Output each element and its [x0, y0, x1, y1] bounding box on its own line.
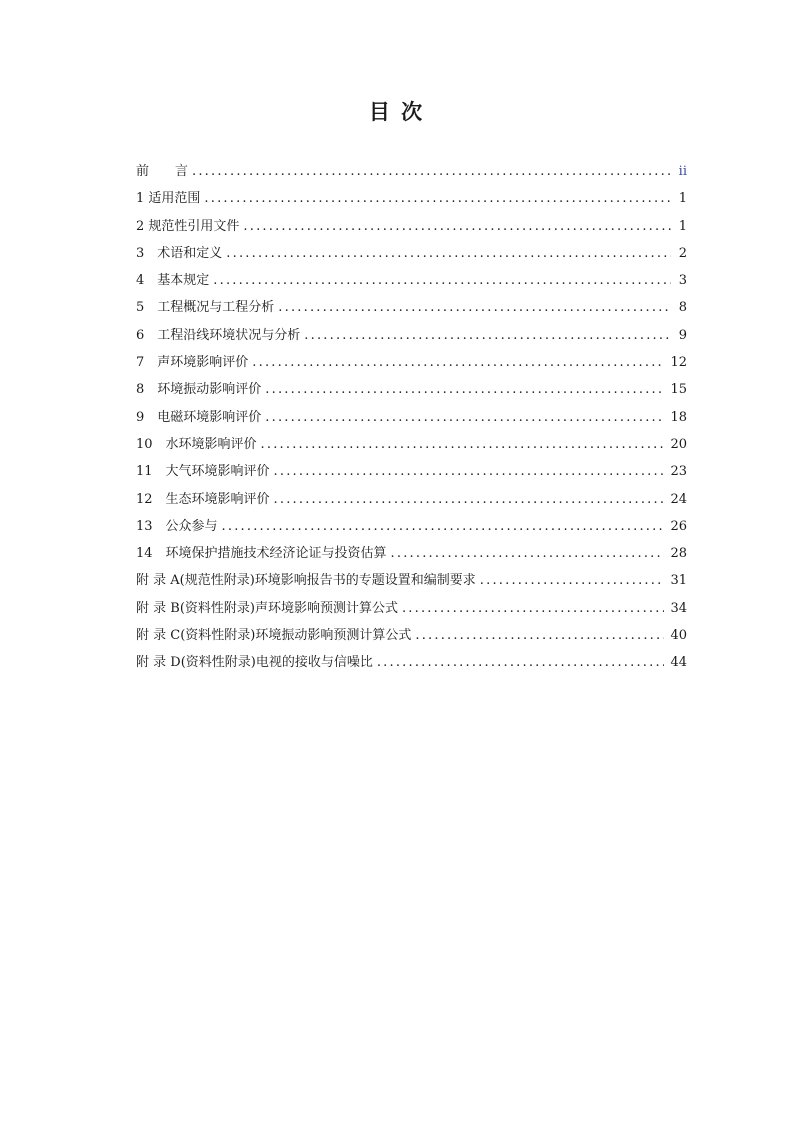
- toc-entry-label: 4 基本规定: [136, 273, 210, 289]
- toc-entry[interactable]: [136, 569, 687, 596]
- toc-leader-dots: [261, 437, 665, 452]
- toc-leader-dots: [213, 273, 671, 288]
- toc-entry-page: 1: [678, 218, 687, 234]
- toc-entry[interactable]: [136, 378, 687, 405]
- toc-entry[interactable]: [136, 324, 687, 351]
- toc-entry[interactable]: [136, 269, 687, 296]
- toc-entry-page: 28: [670, 546, 687, 562]
- toc-leader-dots: [226, 246, 671, 261]
- toc-entry[interactable]: [136, 542, 687, 569]
- toc-entry[interactable]: [136, 651, 687, 678]
- toc-entry[interactable]: [136, 488, 687, 515]
- toc-entry[interactable]: [136, 242, 687, 269]
- toc-leader-dots: [192, 164, 671, 179]
- toc-leader-dots: [265, 382, 664, 397]
- toc-entry-label: 7 声环境影响评价: [136, 355, 249, 371]
- toc-entry[interactable]: [136, 406, 687, 433]
- toc-entry-label: 8 环境振动影响评价: [136, 382, 262, 398]
- toc-leader-dots: [274, 464, 665, 479]
- toc-entry-label: 附 录 C(资料性附录)环境振动影响预测计算公式: [136, 628, 412, 644]
- toc-entry-page: 1: [678, 191, 687, 207]
- toc-leader-dots: [278, 300, 671, 315]
- toc-entry[interactable]: [136, 597, 687, 624]
- toc-entry-label: 附 录 A(规范性附录)环境影响报告书的专题设置和编制要求: [136, 573, 476, 589]
- toc-entry-label: 5 工程概况与工程分析: [136, 300, 275, 316]
- toc-entry-label: 附 录 B(资料性附录)声环境影响预测计算公式: [136, 600, 398, 616]
- toc-entry-label: 1 适用范围: [136, 191, 201, 207]
- toc-entry-page: 44: [670, 655, 687, 671]
- table-of-contents: [136, 160, 687, 679]
- toc-entry[interactable]: [136, 215, 687, 242]
- toc-leader-dots: [480, 573, 665, 588]
- toc-entry-page: 20: [670, 436, 687, 452]
- toc-entry-label: 12 生态环境影响评价: [136, 491, 270, 507]
- toc-entry-page: 23: [670, 464, 687, 480]
- toc-entry-page: 34: [670, 600, 687, 616]
- toc-entry-label: 附 录 D(资料性附录)电视的接收与信噪比: [136, 655, 373, 671]
- toc-entry-label: 13 公众参与: [136, 518, 218, 534]
- page-title: 目 次: [368, 100, 425, 124]
- toc-entry-page: 12: [670, 355, 687, 371]
- toc-entry-label: 3 术语和定义: [136, 245, 223, 261]
- toc-entry-label: 9 电磁环境影响评价: [136, 409, 262, 425]
- toc-leader-dots: [265, 410, 664, 425]
- toc-entry-page: 15: [670, 382, 687, 398]
- toc-entry-page: 9: [678, 327, 687, 343]
- toc-entry[interactable]: [136, 515, 687, 542]
- toc-entry-label: 前 言: [136, 164, 189, 179]
- toc-leader-dots: [402, 601, 664, 616]
- toc-leader-dots: [222, 519, 665, 534]
- toc-entry[interactable]: [136, 160, 687, 187]
- toc-leader-dots: [274, 492, 665, 507]
- toc-entry[interactable]: [136, 296, 687, 323]
- toc-entry-label: 10 水环境影响评价: [136, 436, 257, 452]
- toc-leader-dots: [304, 328, 671, 343]
- toc-entry[interactable]: [136, 624, 687, 651]
- toc-leader-dots: [204, 191, 671, 206]
- toc-entry-page: 31: [670, 573, 687, 589]
- toc-leader-dots: [243, 219, 671, 234]
- toc-entry-page: 18: [670, 409, 687, 425]
- toc-entry-label: 6 工程沿线环境状况与分析: [136, 327, 301, 343]
- toc-entry-label: 2 规范性引用文件: [136, 218, 240, 234]
- toc-entry-label: 14 环境保护措施技术经济论证与投资估算: [136, 546, 387, 562]
- toc-entry[interactable]: [136, 351, 687, 378]
- toc-entry-page: 2: [678, 245, 687, 261]
- toc-leader-dots: [391, 546, 665, 561]
- toc-leader-dots: [252, 355, 664, 370]
- toc-leader-dots: [415, 628, 664, 643]
- toc-entry-label: 11 大气环境影响评价: [136, 464, 270, 480]
- toc-entry[interactable]: [136, 187, 687, 214]
- toc-entry-page: 40: [670, 628, 687, 644]
- toc-entry-page: ii: [678, 164, 687, 179]
- toc-entry-page: 8: [678, 300, 687, 316]
- toc-entry-page: 3: [678, 273, 687, 289]
- toc-leader-dots: [377, 655, 665, 670]
- toc-entry[interactable]: [136, 460, 687, 487]
- toc-entry-page: 26: [670, 518, 687, 534]
- toc-entry[interactable]: [136, 433, 687, 460]
- toc-entry-page: 24: [670, 491, 687, 507]
